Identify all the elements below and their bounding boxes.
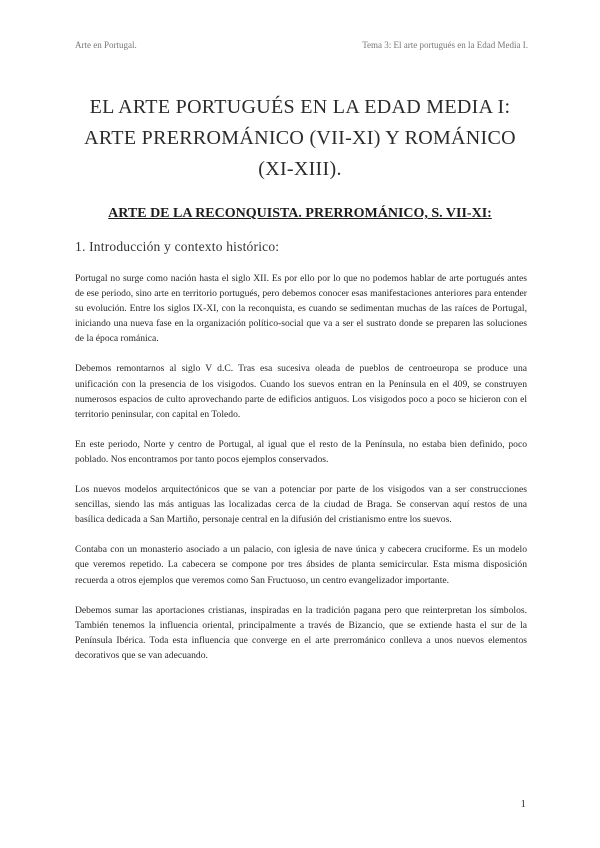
paragraph: Contaba con un monasterio asociado a un palacio, con iglesia de nave única y cabecera cruciforme. Es un modelo que veremos repetido. La cabecera se compone por tres ábsides de planta semicircular. Esta misma disposición recuerda a otros ejemplos que veremos como San Fructuoso, un centro evangelizador importante. <box>75 544 527 586</box>
running-header-left: Arte en Portugal. <box>75 40 137 50</box>
document-title: EL ARTE PORTUGUÉS EN LA EDAD MEDIA I: ARTE PRERROMÁNICO (VII-XI) Y ROMÁNICO (XI-XIII). <box>84 96 516 180</box>
page-number: 1 <box>520 798 526 810</box>
paragraph: En este periodo, Norte y centro de Portugal, al igual que el resto de la Península, no estaba bien definido, poco poblado. Nos encontramos por tanto pocos ejemplos conservados. <box>75 438 527 465</box>
subsection-heading: 1. Introducción y contexto histórico: <box>75 239 280 254</box>
paragraph: Debemos remontarnos al siglo V d.C. Tras esa sucesiva oleada de pueblos de centroeuropa se produce una unificación con la presencia de los visigodos. Cuando los suevos entran en la Península en el 409, se construyen numerosos espacios de culto aprovechando parte de edificios antiguos. Los visigodos poco a poco se hicieron con el territorio peninsular, con capital en Toledo. <box>75 363 527 420</box>
running-header-right: Tema 3: El arte portugués en la Edad Media I. <box>362 40 528 50</box>
paragraph: Debemos sumar las aportaciones cristianas, inspiradas en la tradición pagana pero que reinterpretan los símbolos. También tenemos la influencia oriental, principalmente a través de Bizancio, que se extiende hasta el sur de la Península Ibérica. Toda esta influencia que converge en el arte prerrománico conlleva a unos nuevos elementos decorativos que se van adecuando. <box>75 604 527 661</box>
paragraph: Portugal no surge como nación hasta el siglo XII. Es por ello por lo que no podemos hablar de arte portugués antes de ese periodo, sino arte en territorio portugués, pero debemos conocer esas manifestaciones anteriores para entender su evolución. Entre los siglos IX-XI, con la reconquista, es cuando se sedimentan muchas de las raíces de Portugal, iniciando una nueva fase en la organización político-social que va a ser el sustrato donde se preparen las soluciones de la época románica. <box>75 273 527 345</box>
body-text <box>75 271 527 678</box>
paragraph: Los nuevos modelos arquitectónicos que se van a potenciar por parte de los visigodos van a ser construcciones sencillas, siendo las más antiguas las localizadas cerca de la ciudad de Braga. Se conservan aquí restos de una basílica dedicada a San Martiño, personaje central en la difusión del cristianismo entre los suevos. <box>75 484 527 526</box>
section-heading: ARTE DE LA RECONQUISTA. PRERROMÁNICO, S. VII-XI: <box>108 206 492 221</box>
